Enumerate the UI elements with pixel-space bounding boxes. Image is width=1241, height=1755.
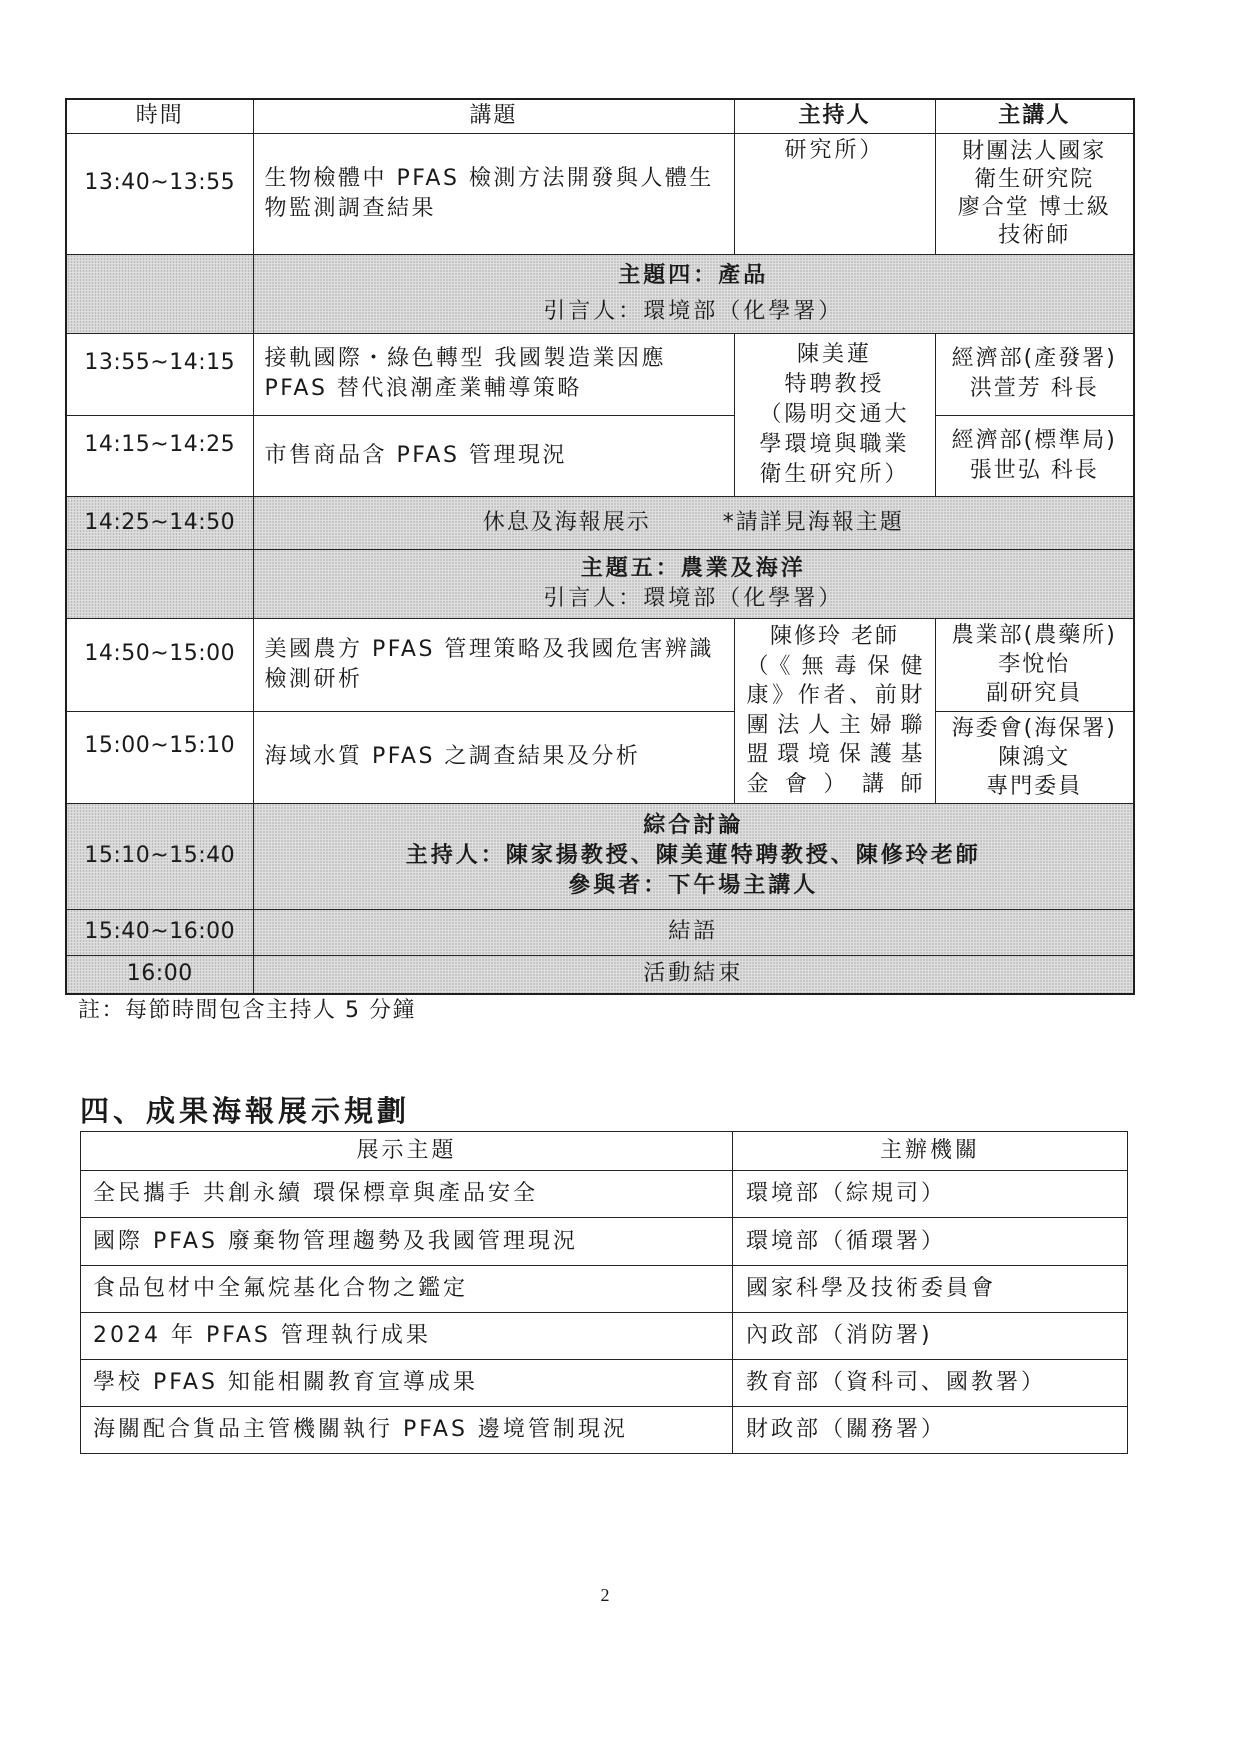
host-line: 金會）講師 bbox=[746, 771, 923, 797]
speaker-line: 農業部(農藥所) bbox=[951, 623, 1117, 648]
header-time: 時間 bbox=[66, 99, 253, 133]
topic-line: 海域水質 PFAS 之調查結果及分析 bbox=[264, 744, 641, 769]
speaker-line: 海委會(海保署) bbox=[951, 715, 1117, 741]
agenda-table bbox=[65, 98, 1135, 995]
speaker-line: 陳鴻文 bbox=[998, 744, 1071, 770]
discussion-cell bbox=[253, 803, 1134, 909]
host-line: 特聘教授 bbox=[784, 371, 885, 397]
discussion-hosts: 主持人：陳家揚教授、陳美蓮特聘教授、陳修玲老師 bbox=[405, 843, 981, 868]
header-topic: 講題 bbox=[253, 99, 734, 133]
session-time: 15:00~15:10 bbox=[66, 711, 253, 803]
theme-moderator: 引言人：環境部（化學署） bbox=[543, 298, 844, 324]
session-time: 14:50~15:00 bbox=[66, 618, 253, 711]
poster-theme: 全民攜手 共創永續 環保標章與產品安全 bbox=[81, 1171, 733, 1218]
poster-header-row bbox=[81, 1132, 1128, 1171]
topic-line: 檢測研析 bbox=[264, 666, 363, 692]
end-time: 16:00 bbox=[66, 955, 253, 994]
end-label: 活動結束 bbox=[253, 955, 1134, 994]
theme-row bbox=[66, 549, 1134, 618]
theme-title: 主題五：農業及海洋 bbox=[580, 555, 806, 581]
topic-line: PFAS 替代浪潮產業輔導策略 bbox=[264, 376, 582, 401]
host-line: 盟環境保護基 bbox=[746, 742, 923, 767]
table-row bbox=[81, 1313, 1128, 1360]
header-poster-theme: 展示主題 bbox=[81, 1132, 733, 1171]
theme-row bbox=[66, 254, 1134, 333]
discussion-participants: 參與者：下午場主講人 bbox=[568, 873, 819, 898]
page-number: 2 bbox=[600, 1585, 610, 1605]
closing-row bbox=[66, 909, 1134, 955]
session-speaker bbox=[935, 333, 1134, 415]
speaker-line: 衛生研究院 bbox=[974, 166, 1095, 192]
host-line: 陳修玲 老師 bbox=[770, 624, 899, 649]
theme-cell bbox=[253, 254, 1134, 333]
poster-organizer: 國家科學及技術委員會 bbox=[733, 1266, 1128, 1313]
header-host: 主持人 bbox=[734, 99, 935, 133]
poster-theme: 食品包材中全氟烷基化合物之鑑定 bbox=[81, 1266, 733, 1313]
theme-time-empty bbox=[66, 254, 253, 333]
speaker-line: 張世弘 科長 bbox=[969, 457, 1099, 483]
poster-organizer: 環境部（循環署） bbox=[733, 1218, 1128, 1266]
poster-organizer: 內政部（消防署) bbox=[733, 1313, 1128, 1360]
section-title: 四、成果海報展示規劃 bbox=[80, 1094, 411, 1128]
host-line: 衛生研究所） bbox=[759, 461, 910, 487]
theme-title: 主題四：產品 bbox=[618, 262, 769, 288]
session-host bbox=[734, 618, 935, 803]
speaker-line: 技術師 bbox=[998, 222, 1071, 248]
session-time: 13:55~14:15 bbox=[66, 333, 253, 415]
poster-organizer: 環境部（綜規司） bbox=[733, 1171, 1128, 1218]
break-row bbox=[66, 496, 1134, 549]
closing-time: 15:40~16:00 bbox=[66, 909, 253, 955]
topic-line: 生物檢體中 PFAS 檢測方法開發與人體生 bbox=[264, 165, 714, 191]
speaker-line: 廖合堂 博士級 bbox=[957, 194, 1111, 220]
poster-organizer: 財政部（關務署） bbox=[733, 1407, 1128, 1454]
session-row bbox=[66, 333, 1134, 415]
poster-theme: 海關配合貨品主管機關執行 PFAS 邊境管制現況 bbox=[81, 1407, 733, 1454]
table-row bbox=[81, 1407, 1128, 1454]
speaker-line: 經濟部(產發署) bbox=[951, 346, 1117, 371]
session-speaker bbox=[935, 415, 1134, 496]
table-row bbox=[81, 1171, 1128, 1218]
discussion-title: 綜合討論 bbox=[643, 813, 744, 838]
poster-organizer: 教育部（資科司、國教署） bbox=[733, 1360, 1128, 1407]
table-row bbox=[81, 1266, 1128, 1313]
discussion-time: 15:10~15:40 bbox=[66, 803, 253, 909]
host-line: 學環境與職業 bbox=[759, 431, 910, 457]
session-topic bbox=[253, 415, 734, 496]
speaker-line: 洪萱芳 科長 bbox=[969, 376, 1099, 401]
session-topic bbox=[253, 133, 734, 254]
session-topic bbox=[253, 333, 734, 415]
break-cell bbox=[253, 496, 1134, 549]
speaker-line: 財團法人國家 bbox=[962, 138, 1107, 164]
closing-label: 結語 bbox=[253, 909, 1134, 955]
session-time: 13:40~13:55 bbox=[66, 133, 253, 254]
session-row bbox=[66, 415, 1134, 496]
session-speaker bbox=[935, 133, 1134, 254]
session-topic bbox=[253, 711, 734, 803]
topic-line: 接軌國際・綠色轉型 我國製造業因應 bbox=[264, 346, 666, 371]
speaker-line: 李悅怡 bbox=[998, 652, 1071, 677]
session-time: 14:15~14:25 bbox=[66, 415, 253, 496]
session-row bbox=[66, 618, 1134, 711]
break-time: 14:25~14:50 bbox=[66, 496, 253, 549]
session-row bbox=[66, 133, 1134, 254]
session-speaker bbox=[935, 618, 1134, 711]
table-row bbox=[81, 1360, 1128, 1407]
break-note: *請詳見海報主題 bbox=[722, 509, 904, 535]
poster-theme: 國際 PFAS 廢棄物管理趨勢及我國管理現況 bbox=[81, 1218, 733, 1266]
table-row bbox=[81, 1218, 1128, 1266]
agenda-header-row bbox=[66, 99, 1134, 133]
session-host bbox=[734, 333, 935, 496]
theme-time-empty bbox=[66, 549, 253, 618]
agenda-note: 註：每節時間包含主持人 5 分鐘 bbox=[78, 998, 416, 1023]
topic-line: 物監測調查結果 bbox=[264, 195, 437, 221]
speaker-line: 專門委員 bbox=[986, 773, 1083, 799]
poster-theme: 學校 PFAS 知能相關教育宣導成果 bbox=[81, 1360, 733, 1407]
session-speaker bbox=[935, 711, 1134, 803]
break-label: 休息及海報展示 bbox=[482, 509, 651, 535]
host-line: （陽明交通大 bbox=[759, 401, 910, 427]
poster-table bbox=[80, 1131, 1128, 1454]
host-line: 康》作者、前財 bbox=[746, 683, 923, 708]
session-row bbox=[66, 711, 1134, 803]
topic-line: 市售商品含 PFAS 管理現況 bbox=[264, 442, 567, 468]
poster-theme: 2024 年 PFAS 管理執行成果 bbox=[81, 1313, 733, 1360]
header-speaker: 主講人 bbox=[935, 99, 1134, 133]
host-line: （《無毒保健 bbox=[746, 653, 923, 679]
session-host bbox=[734, 133, 935, 254]
header-poster-organizer: 主辦機關 bbox=[733, 1132, 1128, 1171]
discussion-row bbox=[66, 803, 1134, 909]
theme-cell bbox=[253, 549, 1134, 618]
speaker-line: 副研究員 bbox=[986, 681, 1083, 706]
speaker-line: 經濟部(標準局) bbox=[951, 427, 1117, 453]
host-line: 研究所） bbox=[784, 137, 885, 163]
theme-moderator: 引言人：環境部（化學署） bbox=[543, 585, 844, 611]
host-line: 團法人主婦聯 bbox=[746, 712, 923, 738]
topic-line: 美國農方 PFAS 管理策略及我國危害辨識 bbox=[264, 636, 714, 662]
end-row bbox=[66, 955, 1134, 994]
session-topic bbox=[253, 618, 734, 711]
host-line: 陳美蓮 bbox=[796, 341, 872, 367]
